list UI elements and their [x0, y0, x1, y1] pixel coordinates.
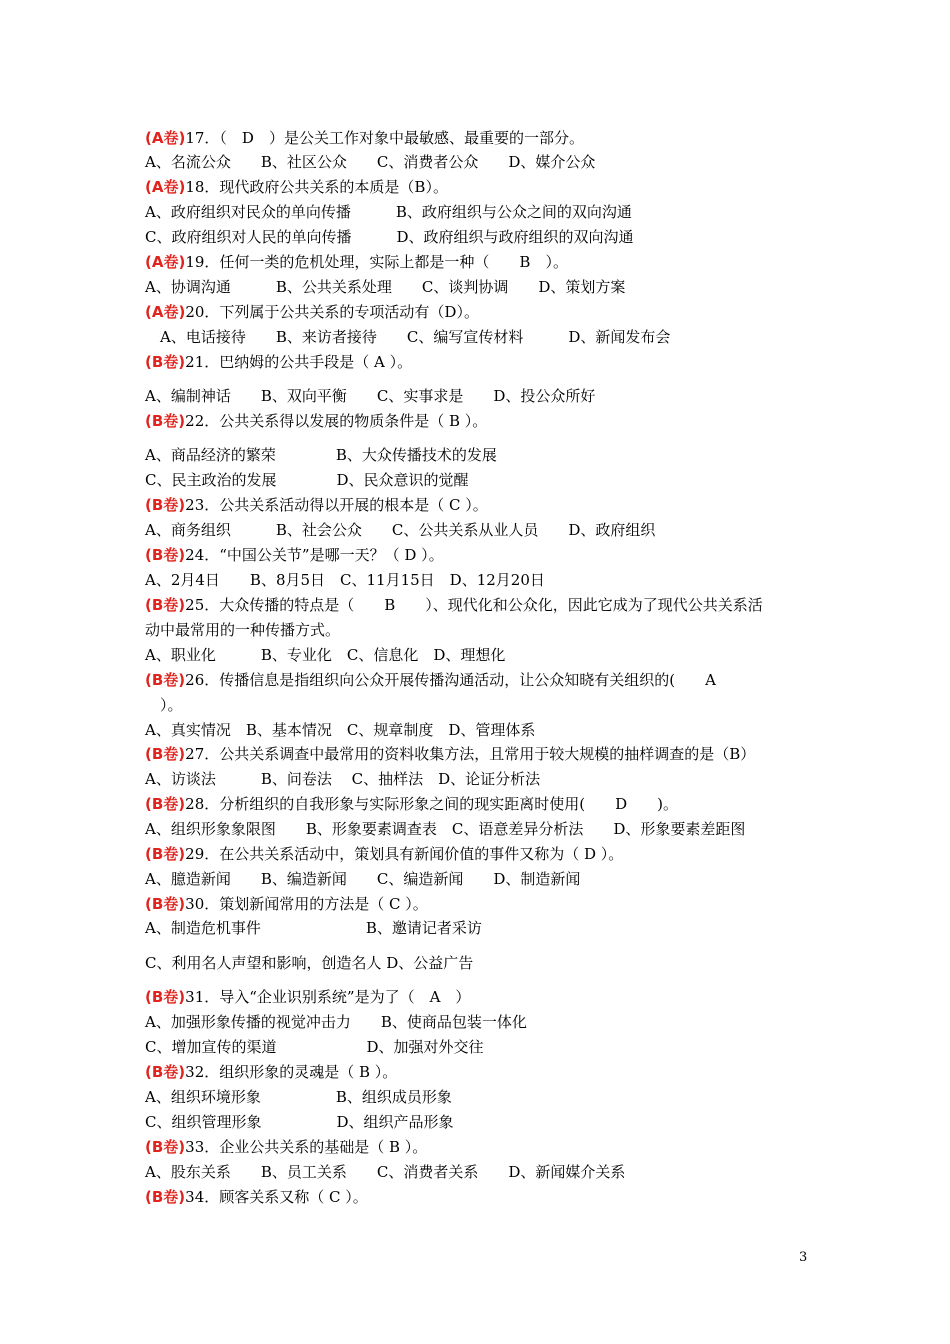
options-line: A、组织形象象限图 B、形象要素调查表 C、语意差异分析法 D、形象要素差距图 [145, 820, 746, 838]
question-text: 20．下列属于公共关系的专项活动有（D）。 [185, 303, 479, 321]
question-line [145, 595, 825, 615]
question-text: 25．大众传播的特点是（ B ）、现代化和公众化，因此它成为了现代公共关系活 [185, 596, 763, 614]
question-line [145, 302, 825, 322]
options-line: A、职业化 B、专业化 C、信息化 D、理想化 [145, 646, 506, 664]
question-line [145, 794, 825, 814]
exam-version-tag: (B卷) [145, 496, 186, 514]
question-text: 33．企业公共关系的基础是（ B ）。 [185, 1138, 428, 1156]
options-line: A、协调沟通 B、公共关系处理 C、谈判协调 D、策划方案 [145, 278, 626, 296]
exam-version-tag: (B卷) [145, 1138, 186, 1156]
options-line: A、政府组织对民众的单向传播 B、政府组织与公众之间的双向沟通 [145, 203, 632, 221]
question-line [145, 177, 825, 197]
options-line: C、民主政治的发展 D、民众意识的觉醒 [145, 471, 469, 489]
question-text: 28．分析组织的自我形象与实际形象之间的现实距离时使用( D )。 [185, 795, 678, 813]
question-line [145, 252, 825, 272]
options-line: C、政府组织对人民的单向传播 D、政府组织与政府组织的双向沟通 [145, 228, 634, 246]
exam-version-tag: (A卷) [145, 129, 186, 147]
question-text: 19．任何一类的危机处理，实际上都是一种（ B ）。 [185, 253, 568, 271]
options-line: A、访谈法 B、问卷法 C、抽样法 D、论证分析法 [145, 770, 541, 788]
question-line [145, 894, 825, 914]
question-line [145, 495, 825, 515]
options-line: A、名流公众 B、社区公众 C、消费者公众 D、媒介公众 [145, 153, 596, 171]
question-text: 21．巴纳姆的公共手段是（ A ）。 [185, 353, 413, 371]
question-text: 24．“中国公关节”是哪一天？（ D ）。 [185, 546, 444, 564]
question-text: 22．公共关系得以发展的物质条件是（ B ）。 [185, 412, 488, 430]
exam-version-tag: (B卷) [145, 845, 186, 863]
exam-version-tag: (A卷) [145, 178, 186, 196]
exam-version-tag: (B卷) [145, 1063, 186, 1081]
question-text: 31．导入“企业识别系统”是为了（ A ） [185, 988, 471, 1006]
options-line: A、真实情况 B、基本情况 C、规章制度 D、管理体系 [145, 721, 536, 739]
options-line: A、电话接待 B、来访者接待 C、编写宣传材料 D、新闻发布会 [145, 328, 671, 346]
exam-version-tag: (B卷) [145, 745, 186, 763]
options-line: A、股东关系 B、员工关系 C、消费者关系 D、新闻媒介关系 [145, 1163, 626, 1181]
options-line: C、利用名人声望和影响，创造名人 D、公益广告 [145, 954, 474, 972]
question-text: 29．在公共关系活动中，策划具有新闻价值的事件又称为（ D ）。 [185, 845, 624, 863]
exam-version-tag: (B卷) [145, 671, 186, 689]
exam-version-tag: (B卷) [145, 1188, 186, 1206]
exam-version-tag: (B卷) [145, 795, 186, 813]
question-line [145, 411, 825, 431]
exam-version-tag: (B卷) [145, 412, 186, 430]
options-line: C、组织管理形象 D、组织产品形象 [145, 1113, 454, 1131]
exam-version-tag: (B卷) [145, 353, 186, 371]
question-text: 32．组织形象的灵魂是（ B ）。 [185, 1063, 398, 1081]
exam-version-tag: (B卷) [145, 596, 186, 614]
question-line [145, 1137, 825, 1157]
question-line [145, 987, 825, 1007]
question-line [145, 1187, 825, 1207]
exam-version-tag: (B卷) [145, 895, 186, 913]
options-line: A、商品经济的繁荣 B、大众传播技术的发展 [145, 446, 497, 464]
question-text: 27．公共关系调查中最常用的资料收集方法，且常用于较大规模的抽样调查的是（B） [185, 745, 756, 763]
options-line: A、组织环境形象 B、组织成员形象 [145, 1088, 452, 1106]
question-text: 17．（ D ）是公关工作对象中最敏感、最重要的一部分。 [185, 129, 584, 147]
question-line [145, 670, 825, 690]
question-text: 23．公共关系活动得以开展的根本是（ C ）。 [185, 496, 488, 514]
options-line: A、加强形象传播的视觉冲击力 B、使商品包装一体化 [145, 1013, 527, 1031]
question-text: 30．策划新闻常用的方法是（ C ）。 [185, 895, 428, 913]
question-line [145, 545, 825, 565]
question-line [145, 352, 825, 372]
options-line: A、制造危机事件 B、邀请记者采访 [145, 919, 482, 937]
question-text: 34．顾客关系又称（ C ）。 [185, 1188, 368, 1206]
page-number: 3 [799, 1250, 808, 1265]
question-line [145, 744, 825, 764]
options-line: C、增加宣传的渠道 D、加强对外交往 [145, 1038, 484, 1056]
options-line: A、臆造新闻 B、编造新闻 C、编造新闻 D、制造新闻 [145, 870, 581, 888]
options-line: A、编制神话 B、双向平衡 C、实事求是 D、投公众所好 [145, 387, 596, 405]
question-text: 26．传播信息是指组织向公众开展传播沟通活动，让公众知晓有关组织的( A [185, 671, 716, 689]
exam-version-tag: (B卷) [145, 546, 186, 564]
exam-version-tag: (A卷) [145, 253, 186, 271]
question-line [145, 1062, 825, 1082]
options-line: A、2月4日 B、8月5日 C、11月15日 D、12月20日 [145, 571, 545, 589]
question-line [145, 844, 825, 864]
exam-version-tag: (B卷) [145, 988, 186, 1006]
exam-version-tag: (A卷) [145, 303, 186, 321]
question-line [145, 128, 825, 148]
question-text: 18．现代政府公共关系的本质是（B）。 [185, 178, 448, 196]
options-line: 动中最常用的一种传播方式。 [145, 621, 341, 639]
options-line: A、商务组织 B、社会公众 C、公共关系从业人员 D、政府组织 [145, 521, 656, 539]
options-line: ）。 [145, 696, 183, 714]
